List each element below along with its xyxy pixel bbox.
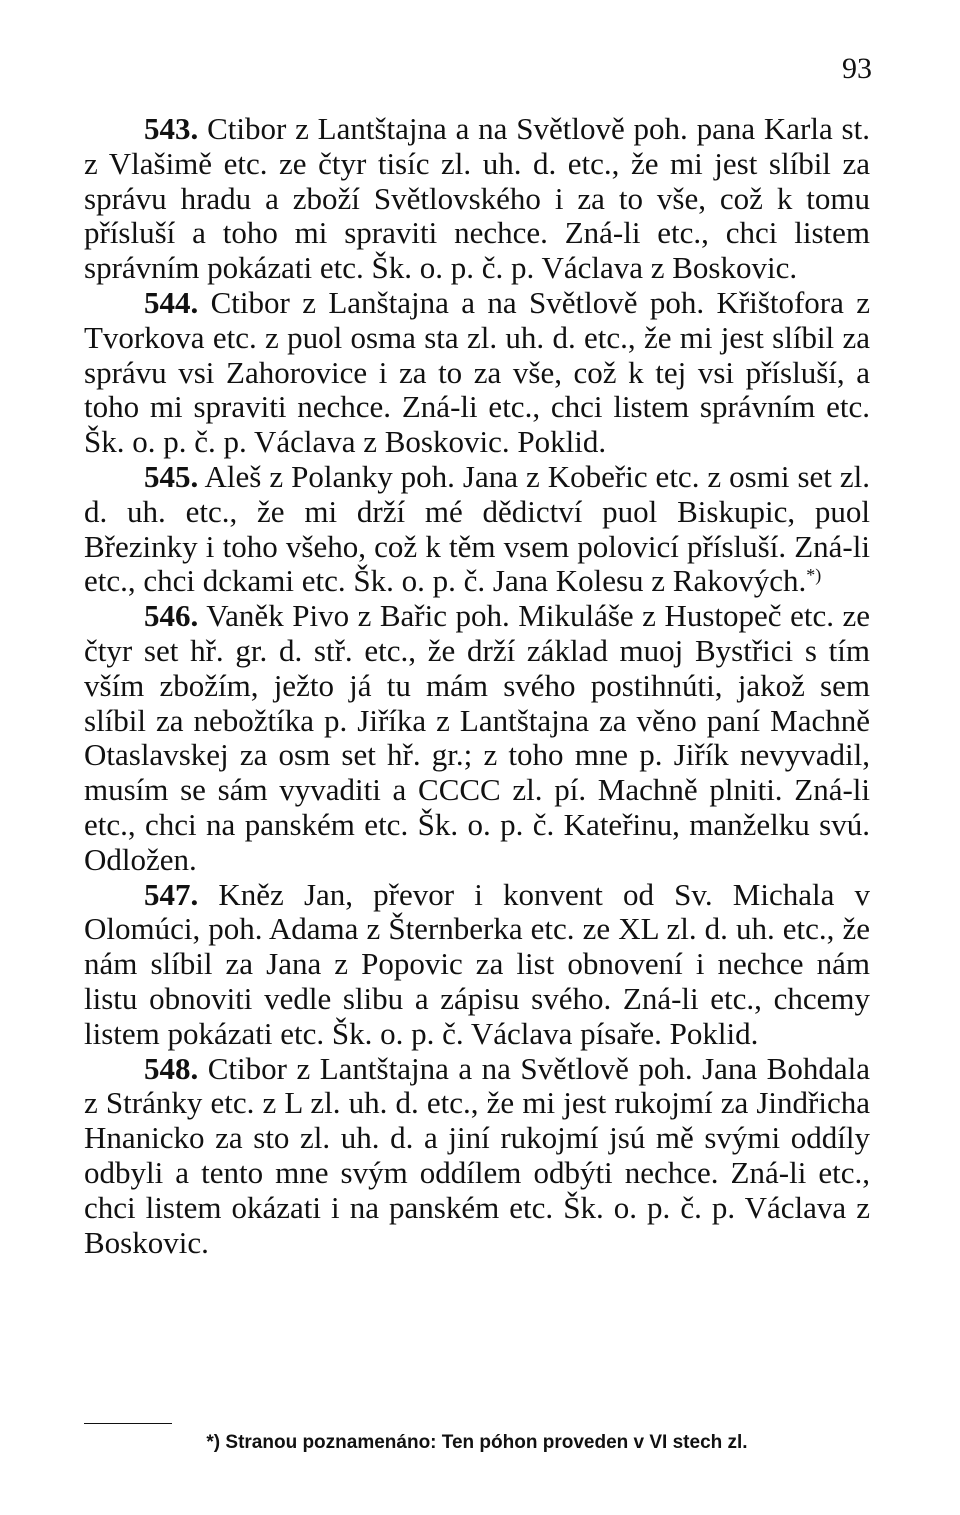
entry-number: 548. [144,1050,199,1086]
entry-number: 547. [144,876,199,912]
footnote-divider [84,1423,172,1424]
entry-text: Aleš z Polanky poh. Jana z Kobeřic etc. z osmi set zl. d. uh. etc., že mi drží mé dědictví puol Biskupic, puol Březinky i toho všeho, což k těm vsem polovicí přísluší. Zná-li etc., chci dckami etc. Šk. o. p. č. Jana Kolesu z Rakových. [84,458,870,599]
entry-547 [84,878,870,1052]
entry-text: Ctibor z Lantštajna a na Světlově poh. Jana Bohdala z Stránky etc. z L zl. uh. d. etc., že mi jest rukojmí za Jindřicha Hnanicko za sto zl. uh. d. a jiní rukojmí jsú mě svými oddíly odbyli a tento mne svým oddílem odbýti nechce. Zná-li etc., chci listem okázati i na panském etc. Šk. o. p. č. p. Václava z Boskovic. [84,1050,870,1260]
page-number: 93 [842,52,872,85]
entry-number: 543. [144,111,199,146]
entry-number: 546. [144,598,199,634]
entry-text: Vaněk Pivo z Bařic poh. Mikuláše z Hustopeč etc. ze čtyr set hř. gr. d. stř. etc., že drží základ muoj Bystřici s tím vším zbožím, ježto já tu mám svého postihnúti, jakož sem slíbil za nebožtíka p. Jiříka z Lantštajna za věno paní Machně Otaslavskej za osm set hř. gr.; z toho mne p. Jiřík nevyvadil, musím se sám vyvaditi a CCCC zl. pí. Machně plniti. Zná-li etc., chci na panském etc. Šk. o. p. č. Kateřinu, manželku svú. Odložen. [84,598,870,877]
footnote: *) Stranou poznamenáno: Ten póhon proveden v VI stech zl. [206,1432,748,1453]
entry-text: Ctibor z Lantštajna a na Světlově poh. pana Karla st. z Vlašimě etc. ze čtyr tisíc zl. uh. d. etc., že mi jest slíbil za správu hradu a zboží Světlovského i za to vše, což k tomu přísluší a toho mi spraviti nechce. Zná-li etc., chci listem správním pokázati etc. Šk. o. p. č. p. Václava z Boskovic. [84,111,870,286]
entry-543 [84,112,870,286]
entry-548 [84,1052,870,1261]
entry-546 [84,599,870,877]
entry-number: 545. [144,458,199,494]
entry-number: 544. [144,284,199,320]
entries-list [84,112,870,1260]
footnote-marker: *) [806,565,822,586]
entry-text: Kněz Jan, převor i konvent od Sv. Michala v Olomúci, poh. Adama z Šternberka etc. ze XL zl. d. uh. etc., že nám slíbil za Jana z Popovic za list obnovení i nechce nám listu obnoviti vedle slibu a zápisu svého. Zná-li etc., chcemy listem pokázati etc. Šk. o. p. č. Václava písaře. Poklid. [84,876,871,1051]
entry-545 [84,460,870,599]
entry-text: Ctibor z Lanštajna a na Světlově poh. Křištofora z Tvorkova etc. z puol osma sta zl. uh. d. etc., že mi jest slíbil za správu vsi Zahorovice i za to za vše, což k tej vsi přísluší, a toho mi spraviti nechce. Zná-li etc., chci listem správním etc. Šk. o. p. č. p. Václava z Boskovic. Poklid. [84,284,870,460]
entry-544 [84,286,870,460]
